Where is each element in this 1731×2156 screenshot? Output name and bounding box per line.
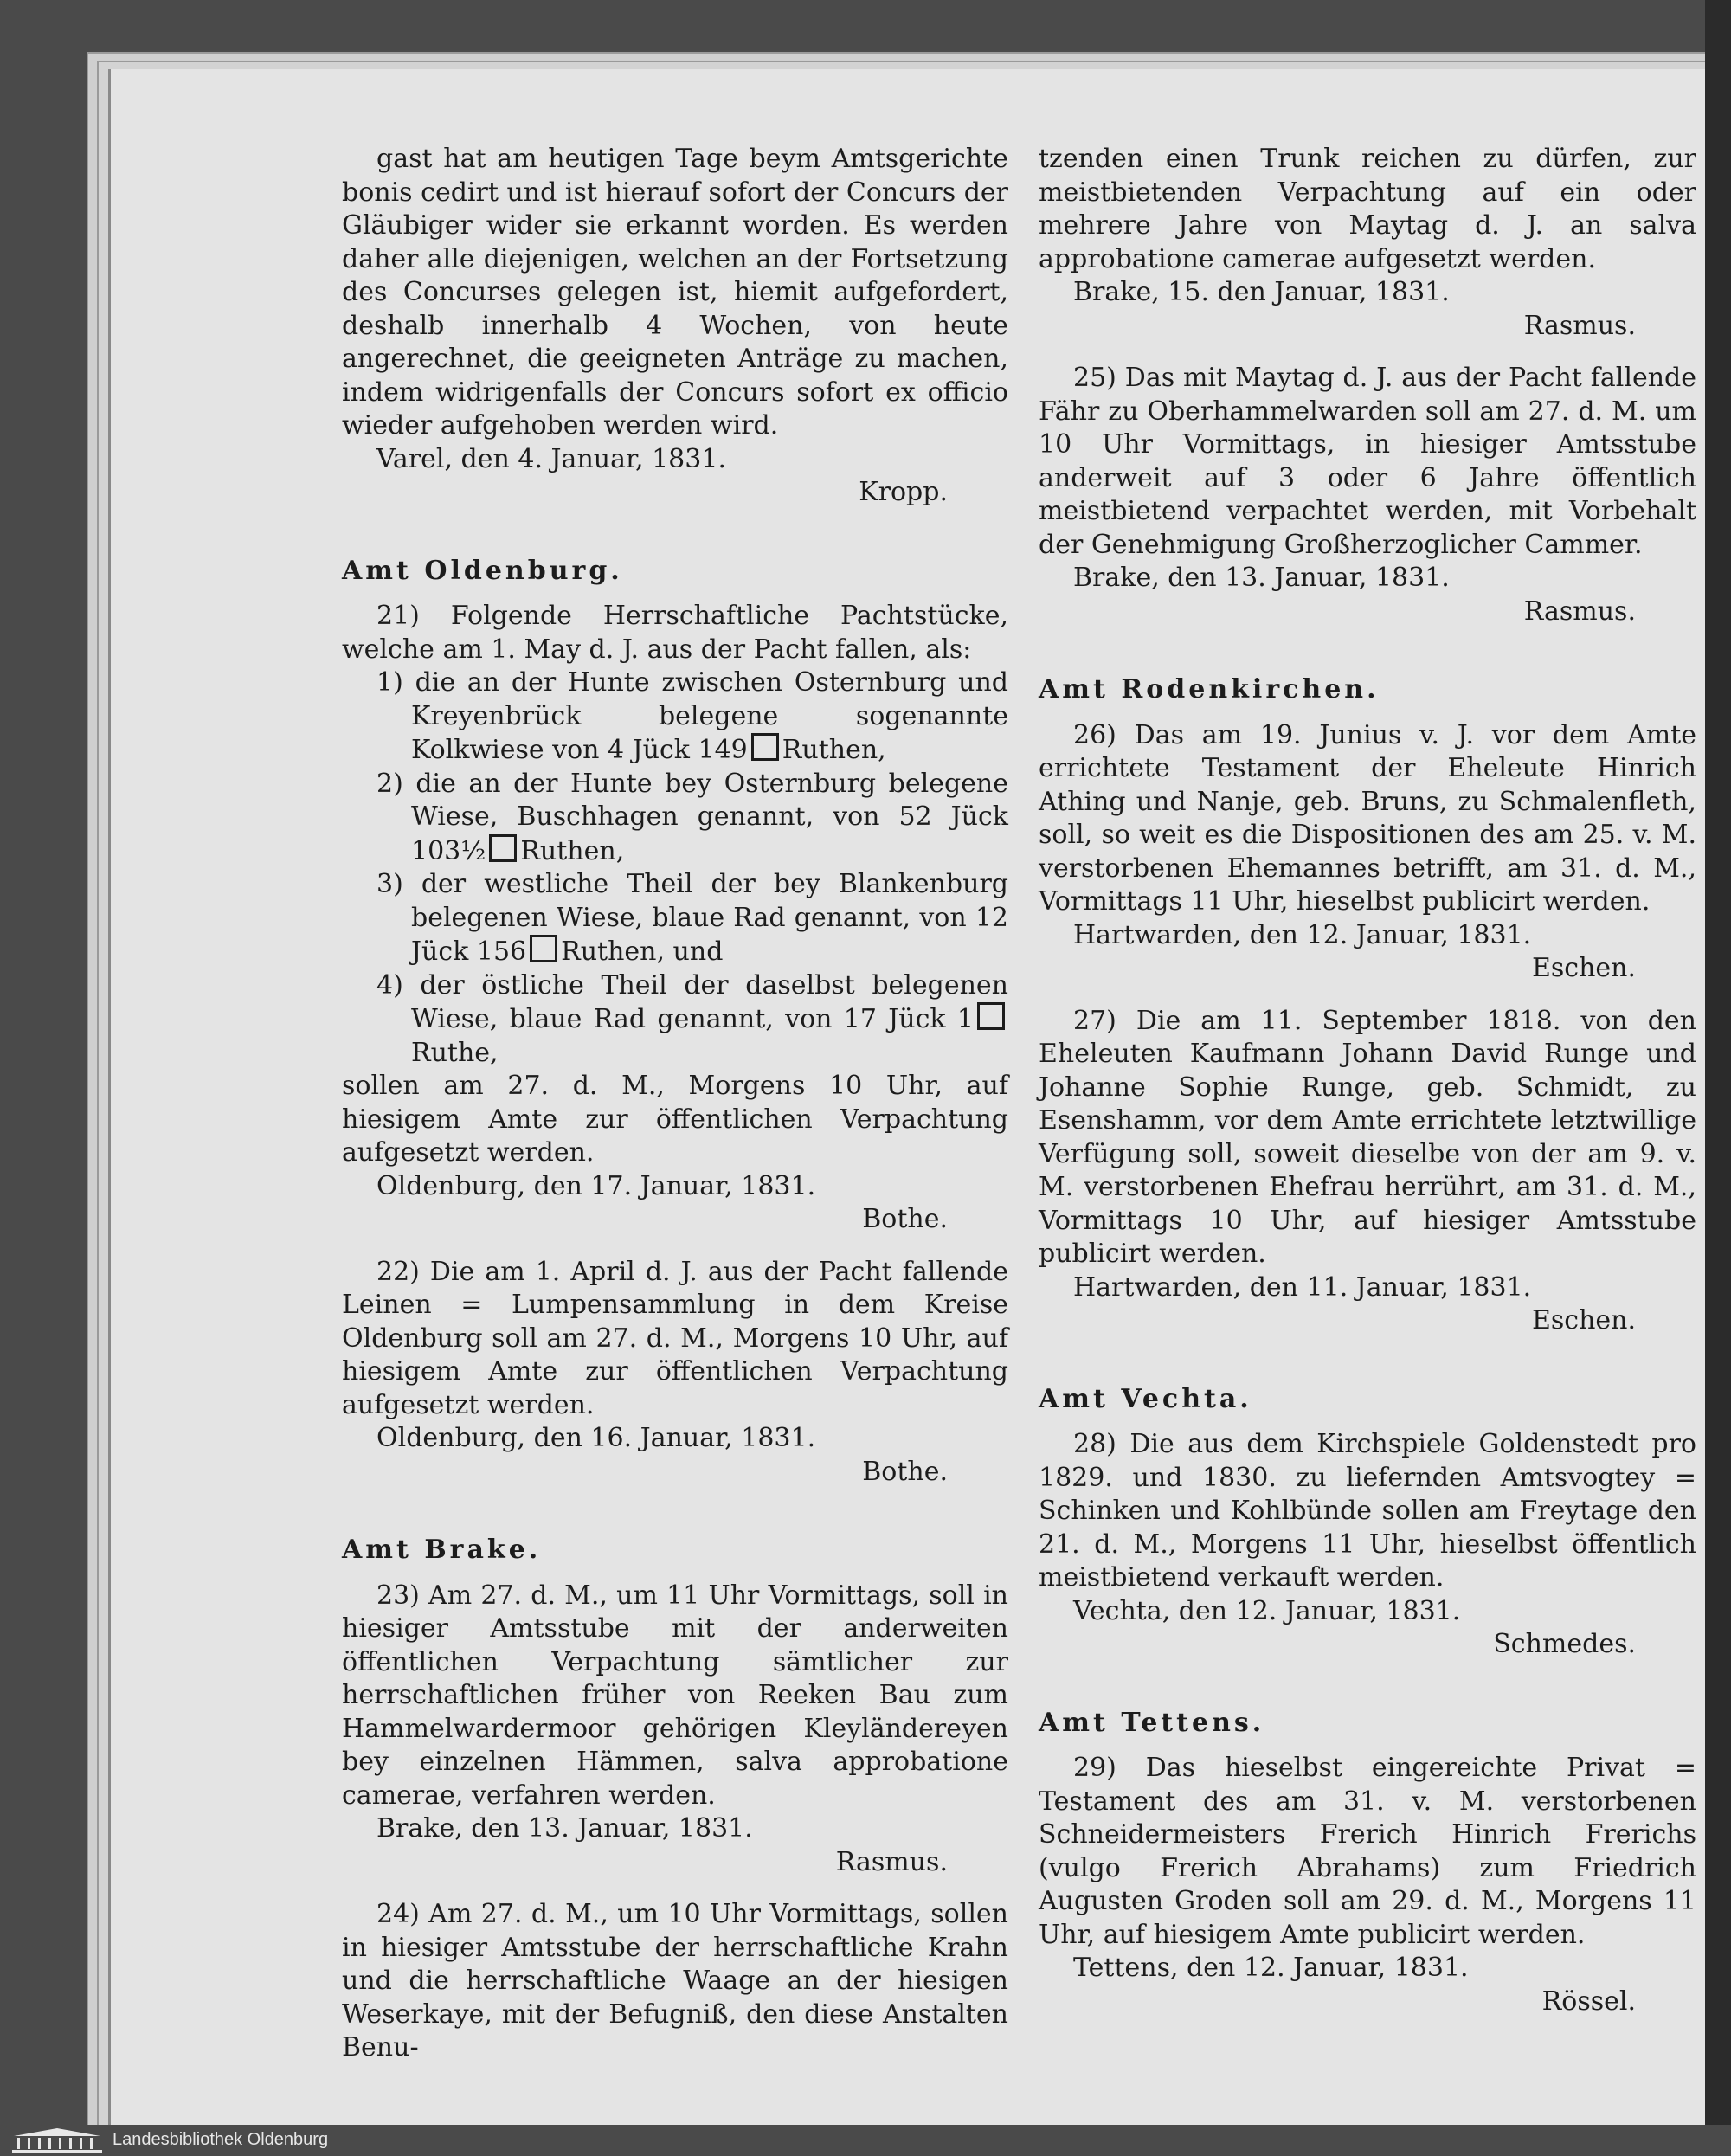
list-item xyxy=(376,666,1008,768)
notice-paragraph: 25) Das mit Maytag d. J. aus der Pacht fallende Fähr zu Oberhammelwarden soll am 27. d. M. um 10 Uhr Vormittags, in hiesiger Amtsstube anderweit auf 3 oder 6 Jahre öffentlich meistbietend verpachtet werden, mit Vorbehalt der Genehmigung Großherzoglicher Cammer. xyxy=(1039,363,1696,560)
section-heading: Amt Vechta. xyxy=(1039,1383,1252,1414)
notice-paragraph: 23) Am 27. d. M., um 11 Uhr Vormittags, soll in hiesiger Amtsstube mit der anderweiten öffentlichen Verpachtung sämtlicher zur herrschaftlichen früher von Reeken Bau zum Hammelwardermoor gehörigen Kleyländereyen bey einzelnen Hämmen, salva approbatione camerae, verfahren werden. xyxy=(342,1580,1008,1811)
section-heading: Amt Brake. xyxy=(342,1535,542,1565)
signature: Rössel. xyxy=(1541,1985,1636,2017)
list-item xyxy=(376,768,1008,869)
spacer xyxy=(1039,1662,1696,1681)
section-heading: Amt Rodenkirchen. xyxy=(1039,674,1380,705)
spacer xyxy=(1039,1338,1696,1357)
notice-paragraph: 27) Die am 11. September 1818. von den Eheleuten Kaufmann Johann David Runge und Johanne Sophie Runge, geb. Schmidt, zu Esenshamm, vor dem Amte errichtete letztwillige Verfügung soll, soweit dieselbe von der am 9. v. M. verstorbenen Ehefrau herrührt, am 31. d. M., Vormittags 10 Uhr, auf hiesiger Amtsstube publicirt werden. xyxy=(1039,1005,1696,1269)
spacer xyxy=(342,1879,1008,1898)
dateline: Varel, den 4. Januar, 1831. xyxy=(376,443,726,474)
list-item-unit: Ruthen, xyxy=(782,735,886,765)
dateline: Brake, den 13. Januar, 1831. xyxy=(1073,563,1450,593)
notice-paragraph: 22) Die am 1. April d. J. aus der Pacht fallende Leinen = Lumpensammlung in dem Kreise Oldenburg soll am 27. d. M., Morgens 10 Uhr, auf hiesigem Amte zur öffentlichen Verpachtung aufgesetzt werden. xyxy=(342,1256,1008,1420)
scan-edge xyxy=(1705,0,1731,2125)
spacer xyxy=(1039,986,1696,1005)
signature: Bothe. xyxy=(862,1456,948,1487)
list-item-unit: Ruthen, und xyxy=(561,936,724,967)
dateline: Brake, den 13. Januar, 1831. xyxy=(376,1813,753,1844)
signature: Rasmus. xyxy=(1523,595,1636,627)
square-rod-symbol-icon xyxy=(530,935,557,962)
spacer xyxy=(342,510,1008,529)
square-rod-symbol-icon xyxy=(751,733,779,761)
list-item-text: 2) die an der Hunte bey Osternburg belegene Wiese, Buschhagen genannt, von 52 Jück 103½ xyxy=(376,768,1008,866)
dateline: Brake, 15. den Januar, 1831. xyxy=(1073,277,1450,307)
footer-library-name: Landesbibliothek Oldenburg xyxy=(113,2130,329,2149)
signature: Schmedes. xyxy=(1493,1629,1636,1659)
notice-paragraph: 28) Die aus dem Kirchspiele Goldenstedt pro 1829. und 1830. zu liefernden Amtsvogtey = Schinken und Kohlbünde sollen am Freytage den 21. d. M., Morgens 11 Uhr, hieselbst öffentlich meistbietend verkauft werden. xyxy=(1039,1429,1696,1593)
spacer xyxy=(1039,628,1696,647)
list-item-unit: Ruthe, xyxy=(411,1037,499,1068)
list-item xyxy=(376,969,1008,1071)
left-column xyxy=(342,143,1008,2065)
notice-paragraph: 24) Am 27. d. M., um 10 Uhr Vormittags, sollen in hiesiger Amtsstube der herrschaftliche Krahn und die herrschaftliche Waage an der hiesigen Weserkaye, mit der Befugniß, den diese Anstalten Benu- xyxy=(342,1899,1008,2063)
list-item xyxy=(376,868,1008,969)
notice-paragraph: 21) Folgende Herrschaftliche Pachtstücke, welche am 1. May d. J. aus der Pacht fallen, als: xyxy=(342,601,1008,665)
section-heading: Amt Tettens. xyxy=(1039,1707,1265,1738)
list-item-text: 4) der östliche Theil der daselbst belegenen Wiese, blaue Rad genannt, von 17 Jück 1 xyxy=(376,969,1008,1034)
list-item-text: 3) der westliche Theil der bey Blankenburg belegenen Wiese, blaue Rad genannt, von 12 Jück 156 xyxy=(376,869,1008,967)
list-item-text: 1) die an der Hunte zwischen Osternburg und Kreyenbrück belegene sogenannte Kolkwiese von 4 Jück 149 xyxy=(376,667,1008,765)
right-column xyxy=(1039,143,1696,2037)
signature: Rasmus. xyxy=(1523,310,1636,341)
signature: Bothe. xyxy=(862,1204,948,1234)
spacer xyxy=(1039,343,1696,362)
signature: Kropp. xyxy=(859,477,948,507)
section-heading: Amt Oldenburg. xyxy=(342,555,623,586)
spacer xyxy=(342,1237,1008,1256)
dateline: Hartwarden, den 12. Januar, 1831. xyxy=(1073,919,1532,950)
spacer xyxy=(1039,2018,1696,2037)
notice-paragraph: tzenden einen Trunk reichen zu dürfen, zur meistbietenden Verpachtung auf ein oder mehrere Jahre von Maytag d. J. an salva approbatione camerae aufgesetzt werden. xyxy=(1039,144,1696,274)
dateline: Oldenburg, den 17. Januar, 1831. xyxy=(376,1170,816,1201)
spacer xyxy=(342,1489,1008,1508)
square-rod-symbol-icon xyxy=(489,834,517,862)
library-building-icon xyxy=(10,2127,104,2153)
signature: Rasmus. xyxy=(835,1846,948,1877)
signature: Eschen. xyxy=(1531,1305,1636,1335)
notice-paragraph: 29) Das hieselbst eingereichte Privat = Testament des am 31. v. M. verstorbenen Schneidermeisters Frerich Hinrich Frerichs (vulgo Frerich Abrahams) zum Friedrich Augusten Groden soll am 29. d. M., Morgens 11 Uhr, auf hiesigem Amte publicirt werden. xyxy=(1039,1753,1696,1950)
signature: Eschen. xyxy=(1531,953,1636,983)
dateline: Hartwarden, den 11. Januar, 1831. xyxy=(1073,1271,1532,1303)
notice-paragraph: 26) Das am 19. Junius v. J. vor dem Amte errichtete Testament der Eheleute Hinrich Athing und Nanje, geb. Bruns, zu Schmalenfleth, soll, so weit es die Dispositionen des am 25. v. M. verstorbenen Ehemannes betrifft, am 31. d. M., Vormittags 11 Uhr, hieselbst publicirt werden. xyxy=(1039,719,1696,917)
dateline: Oldenburg, den 16. Januar, 1831. xyxy=(376,1423,816,1453)
list-item-unit: Ruthen, xyxy=(520,835,625,866)
dateline: Vechta, den 12. Januar, 1831. xyxy=(1073,1595,1461,1626)
notice-paragraph: gast hat am heutigen Tage beym Amtsgerichte bonis cedirt und ist hierauf sofort der Concurs der Gläubiger wider sie erkannt worden. Es werden daher alle diejenigen, welchen an der Fortsetzung des Concurses gelegen ist, hiemit aufgefordert, deshalb innerhalb 4 Wochen, von heute angerechnet, die geeigneten Anträge zu machen, indem widrigenfalls der Concurs sofort ex officio wieder aufgehoben werden wird. xyxy=(342,144,1008,441)
dateline: Tettens, den 12. Januar, 1831. xyxy=(1073,1953,1469,1983)
square-rod-symbol-icon xyxy=(977,1002,1005,1030)
notice-paragraph: sollen am 27. d. M., Morgens 10 Uhr, auf hiesigem Amte zur öffentlichen Verpachtung aufgesetzt werden. xyxy=(342,1071,1008,1168)
